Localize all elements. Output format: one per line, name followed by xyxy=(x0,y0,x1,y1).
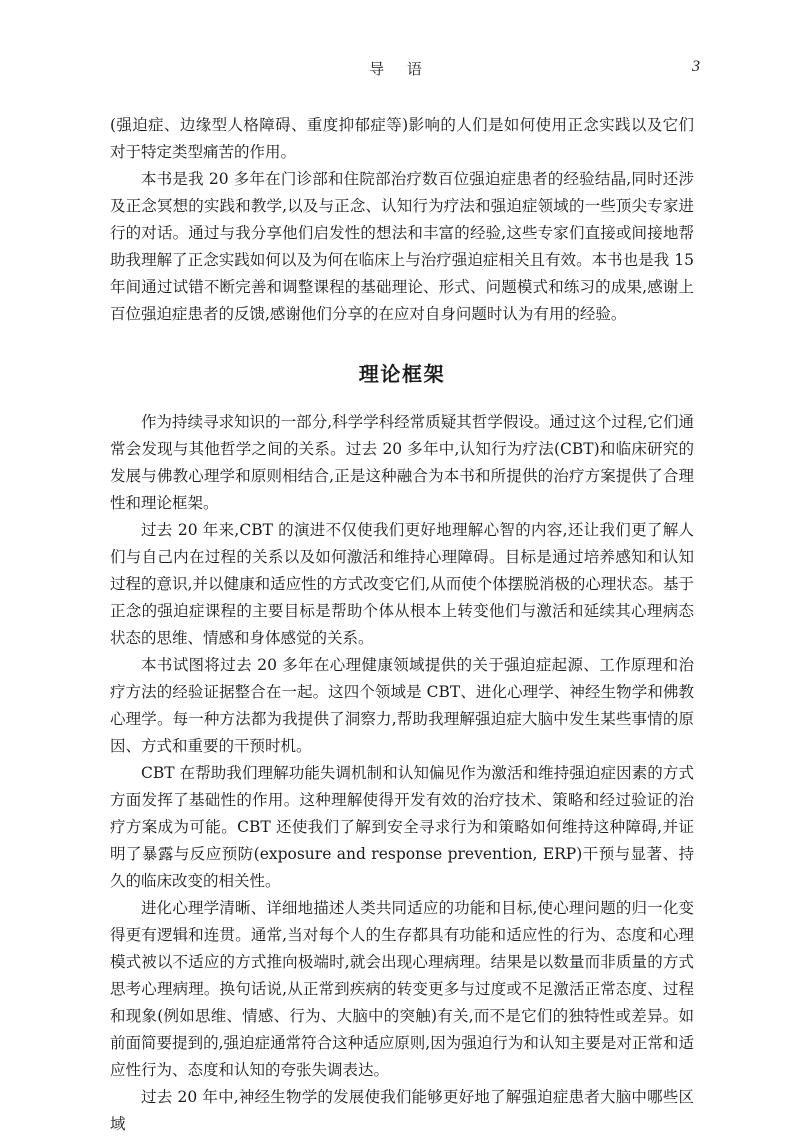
page-number: 3 xyxy=(692,58,700,75)
header-title: 导 语 xyxy=(369,60,431,78)
section-paragraph-3: 本书试图将过去 20 多年在心理健康领域提供的关于强迫症起源、工作原理和治疗方法的经验证据整合在一起。这四个领域是 CBT、进化心理学、神经生物学和佛教心理学。每一种方法都为我提供了洞察力,帮助我理解强迫症大脑中发生某些事情的原因、方式和重要的干预时机。 xyxy=(110,656,694,755)
section-paragraph-2: 过去 20 年来,CBT 的演进不仅使我们更好地理解心智的内容,还让我们更了解人们与自己内在过程的关系以及如何激活和维持心理障碍。目标是通过培养感知和认知过程的意识,并以健康和适应性的方式改变它们,从而使个体摆脱消极的心理状态。基于正念的强迫症课程的主要目标是帮助个体从根本上转变他们与激活和延续其心理病态状态的思维、情感和身体感觉的关系。 xyxy=(110,521,694,647)
running-header xyxy=(100,58,700,80)
intro-paragraph-2: 本书是我 20 多年在门诊部和住院部治疗数百位强迫症患者的经验结晶,同时还涉及正念冥想的实践和教学,以及与正念、认知行为疗法和强迫症领域的一些顶尖专家进行的对话。通过与我分享他们启发性的想法和丰富的经验,这些专家们直接或间接地帮助我理解了正念实践如何以及为何在临床上与治疗强迫症相关且有效。本书也是我 15 年间通过试错不断完善和调整课程的基础理论、形式、问题模式和练习的成果,感谢上百位强迫症患者的反馈,感谢他们分享的在应对自身问题时认为有用的经验。 xyxy=(110,170,694,323)
section-paragraph-5: 进化心理学清晰、详细地描述人类共同适应的功能和目标,使心理问题的归一化变得更有逻辑和连贯。通常,当对每个人的生存都具有功能和适应性的行为、态度和心理模式被以不适应的方式推向极端时,就会出现心理病理。结果是以数量而非质量的方式思考心理病理。换句话说,从正常到疾病的转变更多与过度或不足激活正常态度、过程和现象(例如思维、情感、行为、大脑中的突触)有关,而不是它们的独特性或差异。如前面简要提到的,强迫症通常符合这种适应原则,因为强迫行为和认知主要是对正常和适应性行为、态度和认知的夸张失调表达。 xyxy=(110,899,694,1079)
intro-paragraph-1: (强迫症、边缘型人格障碍、重度抑郁症等)影响的人们是如何使用正念实践以及它们对于特定类型痛苦的作用。 xyxy=(110,116,694,161)
section-paragraph-1: 作为持续寻求知识的一部分,科学学科经常质疑其哲学假设。通过这个过程,它们通常会发现与其他哲学之间的关系。过去 20 多年中,认知行为疗法(CBT)和临床研究的发展与佛教心理学和原则相结合,正是这种融合为本书和所提供的治疗方案提供了合理性和理论框架。 xyxy=(110,413,694,512)
section-paragraph-4: CBT 在帮助我们理解功能失调机制和认知偏见作为激活和维持强迫症因素的方式方面发挥了基础性的作用。这种理解使得开发有效的治疗技术、策略和经过验证的治疗方案成为可能。CBT 还使我们了解到安全寻求行为和策略如何维持这种障碍,并证明了暴露与反应预防(exposure and response prevention, ERP)干预与显著、持久的临床改变的相关性。 xyxy=(110,764,694,890)
section-paragraph-6: 过去 20 年中,神经生物学的发展使我们能够更好地了解强迫症患者大脑中哪些区域 xyxy=(110,1088,694,1133)
section-heading: 理论框架 xyxy=(358,362,446,386)
page-body xyxy=(110,112,694,1138)
